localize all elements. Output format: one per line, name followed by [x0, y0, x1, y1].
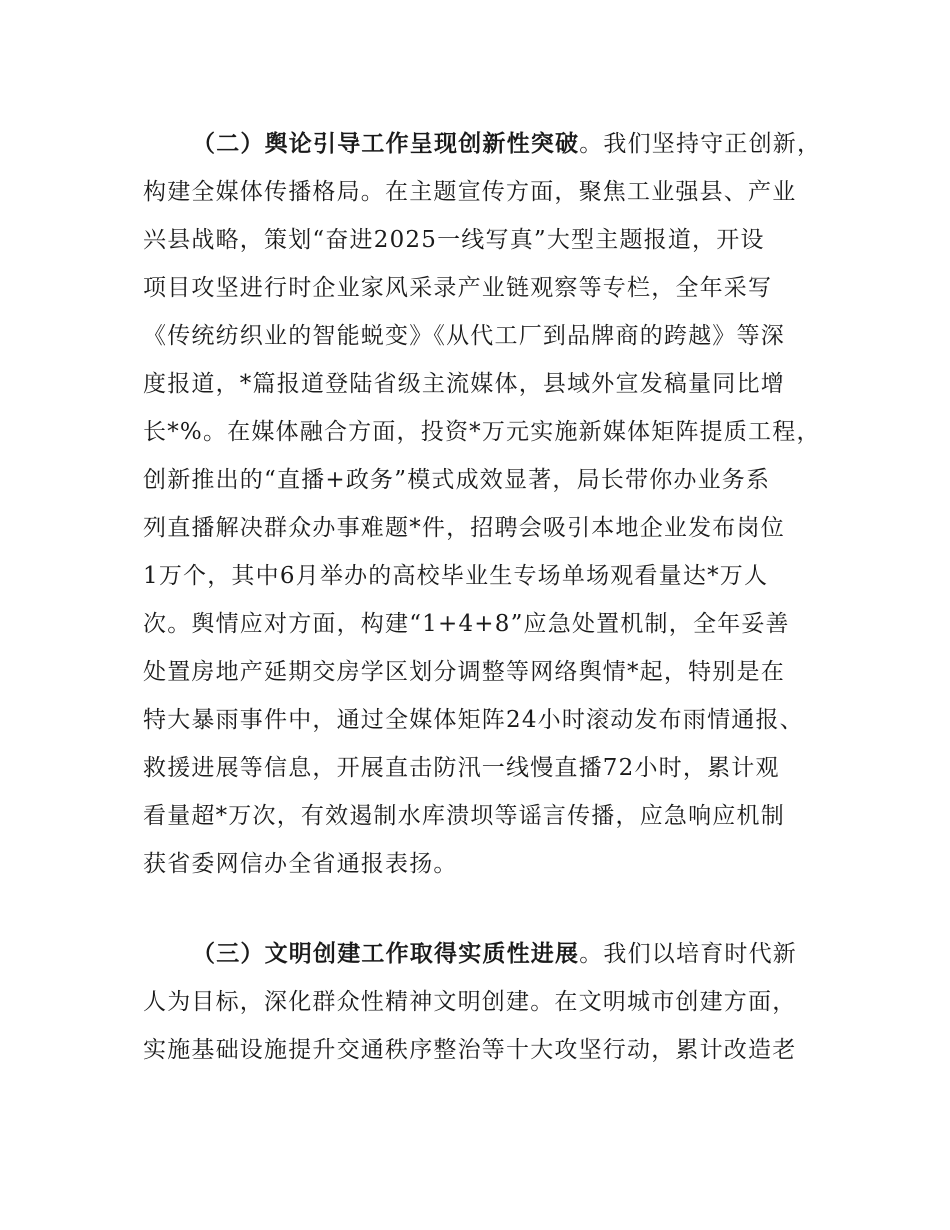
paragraph-line: 构建全媒体传播格局。在主题宣传方面，聚焦工业强县、产业	[143, 179, 797, 205]
paragraph-heading: （二）舆论引导工作呈现创新性突破	[192, 131, 580, 157]
paragraph-line: 长*%。在媒体融合方面，投资*万元实施新媒体矩阵提质工程，	[143, 419, 821, 445]
paragraph-line: 获省委网信办全省通报表扬。	[143, 851, 458, 877]
paragraph-line: 兴县战略，策划“奋进2025一线写真”大型主题报道，开设	[143, 227, 765, 253]
paragraph-line: 度报道，*篇报道登陆省级主流媒体，县域外宣发稿量同比增	[143, 371, 785, 397]
paragraph-line: 创新推出的“直播+政务”模式成效显著，局长带你办业务系	[143, 467, 771, 493]
paragraph-text: 。我们以培育时代新	[579, 941, 798, 967]
paragraph-line: 《传统纺织业的智能蜕变》《从代工厂到品牌商的跨越》等深	[143, 323, 785, 349]
paragraph-line	[192, 124, 824, 164]
paragraph-line: 项目攻坚进行时企业家风采录产业链观察等专栏，全年采写	[143, 275, 773, 301]
paragraph-line: 救援进展等信息，开展直击防汛一线慢直播72小时，累计观	[143, 755, 780, 781]
paragraph-text: 。我们坚持守正创新，	[579, 131, 822, 157]
paragraph-heading: （三）文明创建工作取得实质性进展	[192, 941, 580, 967]
paragraph-line: 次。舆情应对方面，构建“1+4+8”应急处置机制，全年妥善	[143, 611, 790, 637]
paragraph-line: 实施基础设施提升交通秩序整治等十大攻坚行动，累计改造老	[143, 1037, 797, 1063]
paragraph-line: 处置房地产延期交房学区划分调整等网络舆情*起，特别是在	[143, 659, 785, 685]
paragraph-line: 人为目标，深化群众性精神文明创建。在文明城市创建方面，	[143, 989, 797, 1015]
paragraph-line: 看量超*万次，有效遏制水库溃坝等谣言传播，应急响应机制	[143, 803, 785, 829]
paragraph-line: 1万个，其中6月举办的高校毕业生专场单场观看量达*万人	[143, 563, 769, 589]
paragraph-line: 特大暴雨事件中，通过全媒体矩阵24小时滚动发布雨情通报、	[143, 707, 804, 733]
paragraph-line	[192, 934, 824, 974]
paragraph-line: 列直播解决群众办事难题*件，招聘会吸引本地企业发布岗位	[143, 515, 785, 541]
